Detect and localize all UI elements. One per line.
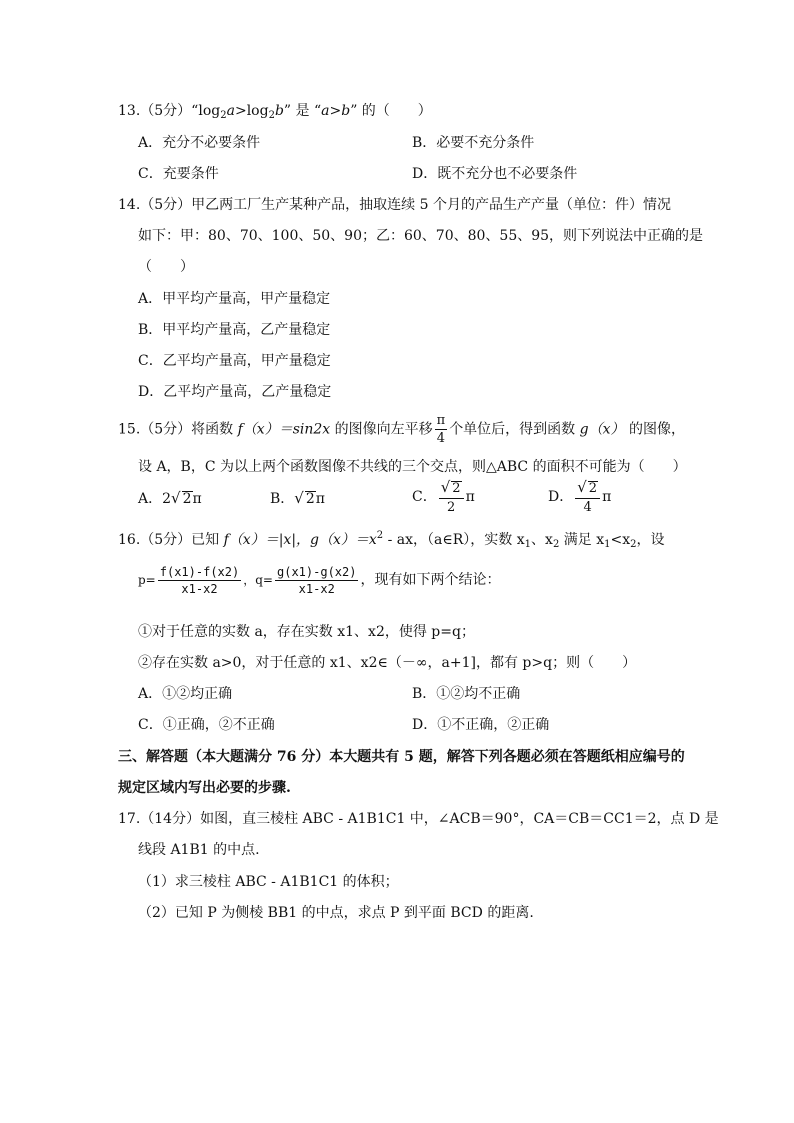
question-16-pq-definitions: p= $\frac{f(x1)-f(x2)}{x1-x2}$ ，q= $\frac{g(x1)-g(x2)}{x1-x2}$ ，现有如下两个结论： — [138, 565, 501, 596]
question-15-stem-line1: 15.（5分）将函数 f（x）＝sin2x 的图像向左平移 $\frac{\pi}{4}$ 个单位后，得到函数 g（x） 的图像， — [118, 413, 685, 446]
q14-option-b: B．甲平均产量高，乙产量稳定 — [138, 322, 331, 338]
p-fraction: $\frac{f(x1)-f(x2)}{x1-x2}$ — [159, 565, 240, 596]
question-13-stem: 13.（5分）“$\log_2a>\log_2b$” 是 “a>b” 的（ ） — [118, 103, 432, 121]
q16-option-b: B．①②均不正确 — [412, 686, 521, 702]
q16-conclusion-1: ①对于任意的实数 a，存在实数 x1、x2，使得 p=q； — [138, 624, 475, 640]
question-14-stem-line1: 14.（5分）甲乙两工厂生产某种产品，抽取连续 5 个月的产品生产产量（单位：件）情况 — [118, 197, 671, 213]
question-14-stem-line2: 如下：甲：80、70、100、50、90；乙：60、70、80、55、95，则下列说法中正确的是 — [138, 228, 704, 244]
q13-option-a: A．充分不必要条件 — [138, 135, 261, 151]
q15-option-a: A．2√ 2π — [138, 489, 202, 507]
section-3-heading-line1: 三、解答题（本大题满分 76 分）本大题共有 5 题，解答下列各题必须在答题纸相应编号的 — [118, 749, 685, 765]
q14-option-c: C．乙平均产量高，甲产量稳定 — [138, 353, 331, 369]
pi-over-4-fraction: $\frac{\pi}{4}$ — [436, 413, 446, 446]
q15-option-c: C． $\frac{√ 2}{2}$ π — [412, 478, 475, 515]
q13-option-c: C．充要条件 — [138, 166, 219, 182]
q15-option-d: D． $\frac{√ 2}{4}$ π — [548, 478, 612, 515]
question-15-stem-line2: 设 A，B，C 为以上两个函数图像不共线的三个交点，则△ABC 的面积不可能为（ ） — [138, 459, 687, 475]
q14-option-d: D．乙平均产量高，乙产量稳定 — [138, 384, 332, 400]
q14-option-a: A．甲平均产量高，甲产量稳定 — [138, 291, 331, 307]
q13-option-d: D．既不充分也不必要条件 — [412, 166, 578, 182]
q-fraction: $\frac{g(x1)-g(x2)}{x1-x2}$ — [277, 565, 357, 596]
q15-option-b: B．√ 2π — [270, 489, 325, 507]
q16-option-c: C．①正确，②不正确 — [138, 717, 275, 733]
q17-subquestion-1: （1）求三棱柱 ABC - A1B1C1 的体积； — [138, 874, 399, 890]
q16-conclusion-2: ②存在实数 a>0，对于任意的 x1、x2∈（－∞，a+1]，都有 p>q；则（ ） — [138, 655, 637, 671]
q13-option-b: B．必要不充分条件 — [412, 135, 535, 151]
question-17-stem-line1: 17.（14分）如图，直三棱柱 ABC - A1B1C1 中，∠ACB＝90°，CA＝CB＝CC1＝2，点 D 是 — [118, 811, 719, 827]
question-14-stem-line3: （ ） — [138, 259, 194, 275]
question-16-stem-line1: 16.（5分）已知 f（x）＝|x|，$g(x)=x^2$ - ax，（a∈R），实数 $x_1$、$x_2$ 满足 $x_1<x_2$，设 — [118, 530, 665, 550]
section-3-heading-line2: 规定区域内写出必要的步骤. — [118, 780, 291, 796]
q17-subquestion-2: （2）已知 P 为侧棱 BB1 的中点，求点 P 到平面 BCD 的距离. — [138, 905, 534, 921]
q16-option-d: D．①不正确，②正确 — [412, 717, 550, 733]
q16-option-a: A．①②均正确 — [138, 686, 233, 702]
question-17-stem-line2: 线段 A1B1 的中点. — [138, 842, 260, 858]
